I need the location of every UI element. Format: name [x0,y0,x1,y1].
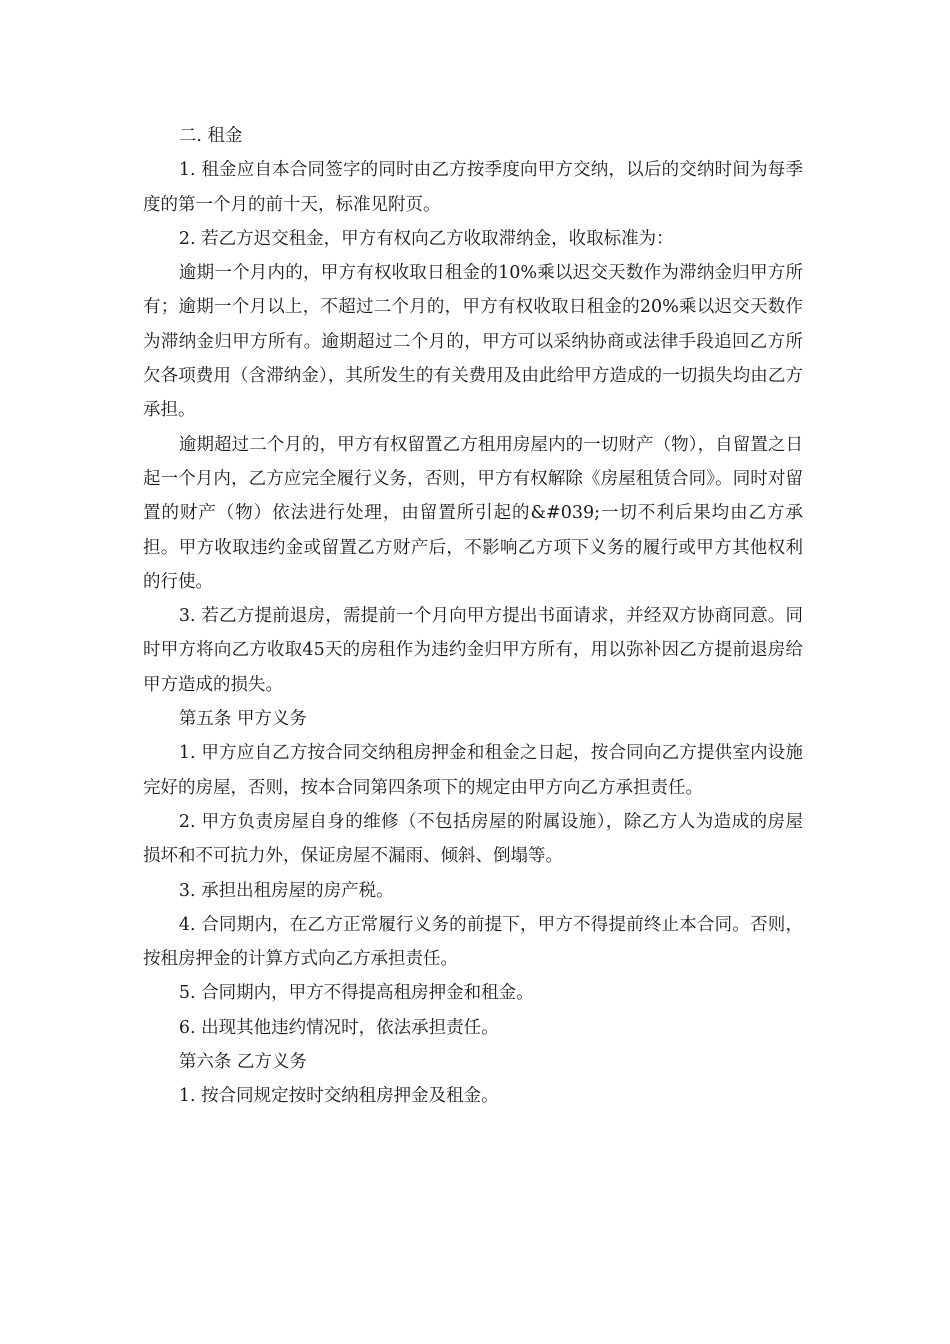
paragraph: 3. 若乙方提前退房，需提前一个月向甲方提出书面请求，并经双方协商同意。同时甲方将向乙方收取45天的房租作为违约金归甲方所有，用以弥补因乙方提前退房给甲方造成的损失。 [143,606,803,695]
paragraph: 5. 合同期内，甲方不得提高租房押金和租金。 [178,983,534,1004]
paragraph: 逾期超过二个月的，甲方有权留置乙方租用房屋内的一切财产（物），自留置之日起一个月内，乙方应完全履行义务，否则，甲方有权解除《房屋租赁合同》。同时对留置的财产（物）依法进行处理，由留置所引起的&#039;一切不利后果均由乙方承担。甲方收取违约金或留置乙方财产后，不影响乙方项下义务的履行或甲方其他权利的行使。 [143,434,803,592]
paragraph: 2. 甲方负责房屋自身的维修（不包括房屋的附属设施），除乙方人为造成的房屋损坏和不可抗力外，保证房屋不漏雨、倾斜、倒塌等。 [143,811,803,867]
paragraph: 1. 甲方应自乙方按合同交纳租房押金和租金之日起，按合同向乙方提供室内设施完好的房屋，否则，按本合同第四条项下的规定由甲方向乙方承担责任。 [143,743,803,798]
paragraph: 1. 按合同规定按时交纳租房押金及租金。 [178,1086,499,1107]
document-body [143,119,803,1114]
paragraph: 6. 出现其他违约情况时，依法承担责任。 [178,1017,499,1038]
section-heading-rent: 二. 租金 [178,126,243,146]
paragraph: 2. 若乙方迟交租金，甲方有权向乙方收取滞纳金，收取标准为： [178,228,674,249]
article-heading-tenant-obligations: 第六条 乙方义务 [178,1052,307,1073]
paragraph: 4. 合同期内，在乙方正常履行义务的前提下，甲方不得提前终止本合同。否则，按租房押金的计算方式向乙方承担责任。 [143,914,803,970]
paragraph: 3. 承担出租房屋的房产税。 [178,880,394,901]
paragraph: 1. 租金应自本合同签字的同时由乙方按季度向甲方交纳，以后的交纳时间为每季度的第一个月的前十天，标准见附页。 [143,160,803,215]
article-heading-landlord-obligations: 第五条 甲方义务 [178,709,307,730]
paragraph: 逾期一个月内的，甲方有权收取日租金的10%乘以迟交天数作为滞纳金归甲方所有；逾期一个月以上，不超过二个月的，甲方有权收取日租金的20%乘以迟交天数作为滞纳金归甲方所有。逾期超过二个月的，甲方可以采纳协商或法律手段追回乙方所欠各项费用（含滞纳金），其所发生的有关费用及由此给甲方造成的一切损失均由乙方承担。 [143,263,803,421]
